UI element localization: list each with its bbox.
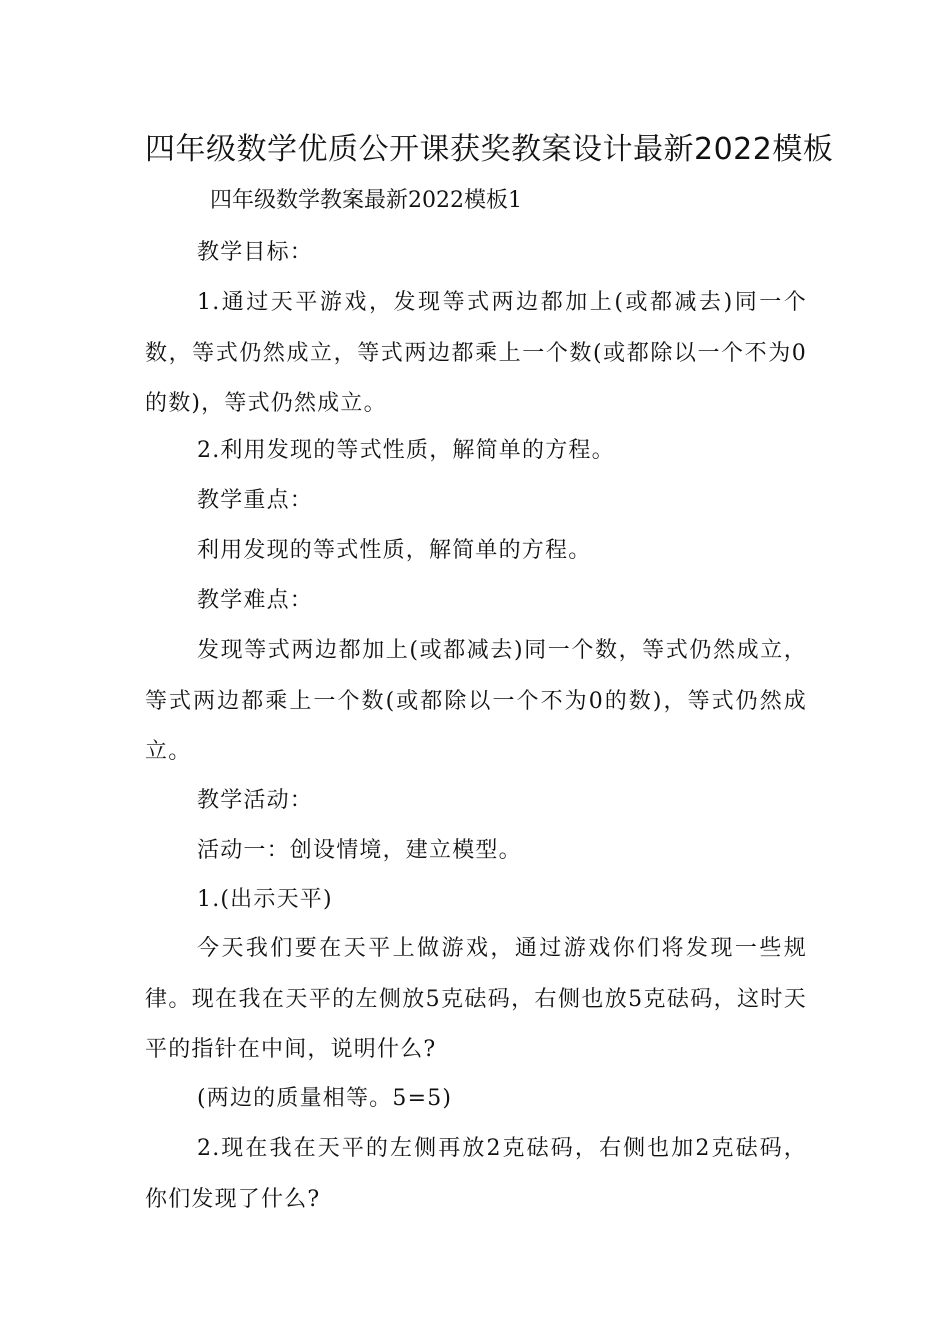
document-subtitle: 四年级数学教案最新2022模板1	[210, 188, 522, 213]
activity-one-heading: 活动一：创设情境，建立模型。	[197, 838, 522, 863]
document-title: 四年级数学优质公开课获奖教案设计最新2022模板	[145, 132, 834, 167]
answer-paragraph: (两边的质量相等。5=5)	[197, 1086, 453, 1111]
objective-2-paragraph: 2.利用发现的等式性质，解简单的方程。	[197, 438, 615, 463]
step-2-paragraph: 2.现在我在天平的左侧再放2克砝码，右侧也加2克砝码，你们发现了什么?	[145, 1136, 807, 1212]
section-heading-key-points: 教学重点：	[197, 488, 314, 513]
balance-game-paragraph: 今天我们要在天平上做游戏，通过游戏你们将发现一些规律。现在我在天平的左侧放5克砝码，右侧也放5克砝码，这时天平的指针在中间，说明什么?	[145, 936, 807, 1062]
step-1-paragraph: 1.(出示天平)	[197, 887, 333, 912]
difficulties-paragraph: 发现等式两边都加上(或都减去)同一个数，等式仍然成立，等式两边都乘上一个数(或都除以一个不为0的数)，等式仍然成立。	[145, 638, 807, 764]
key-points-paragraph: 利用发现的等式性质，解简单的方程。	[197, 538, 592, 563]
objective-1-paragraph: 1.通过天平游戏，发现等式两边都加上(或都减去)同一个数，等式仍然成立，等式两边都乘上一个数(或都除以一个不为0的数)，等式仍然成立。	[145, 290, 807, 416]
section-heading-objectives: 教学目标：	[197, 240, 314, 265]
section-heading-difficulties: 教学难点：	[197, 588, 314, 613]
section-heading-activities: 教学活动：	[197, 788, 314, 813]
